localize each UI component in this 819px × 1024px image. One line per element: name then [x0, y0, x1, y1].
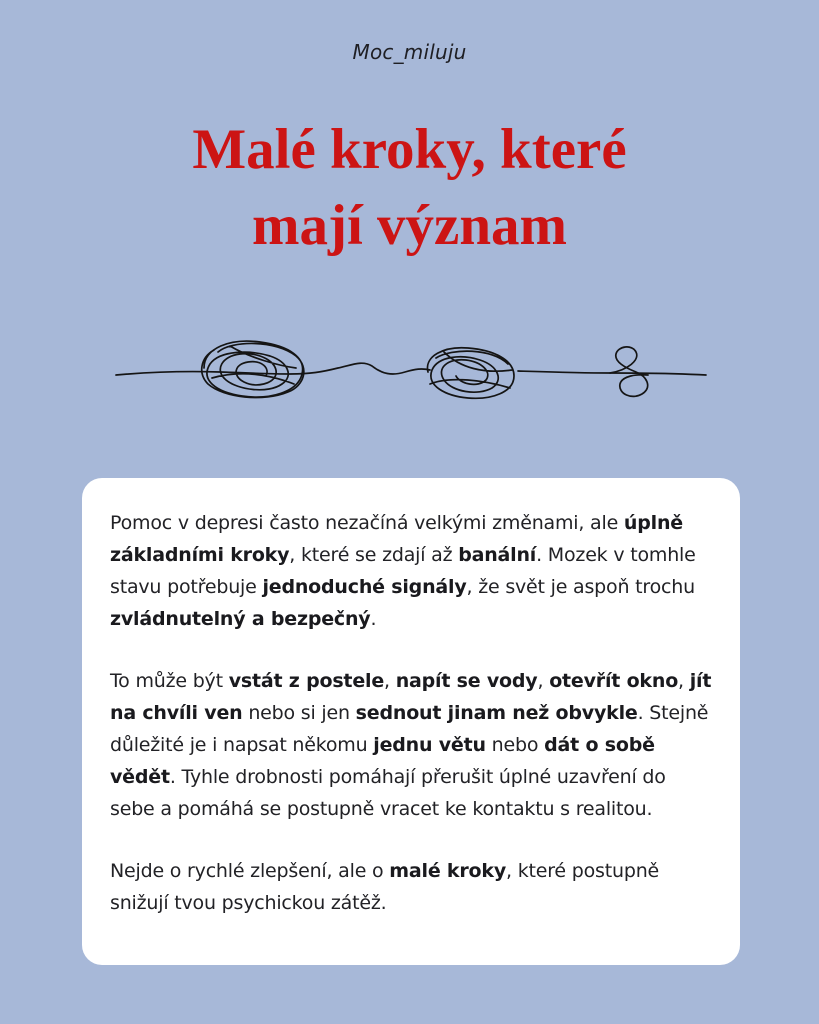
tangle-left [202, 341, 304, 397]
emphasized-text: napít se vody [395, 670, 538, 692]
tangled-line-illustration [100, 322, 720, 412]
paragraph-3 [110, 855, 712, 919]
emphasized-text: vstát z postele [228, 670, 385, 692]
emphasized-text: malé kroky [389, 860, 507, 882]
emphasized-text: otevřít okno [549, 670, 679, 692]
emphasized-text: jednu větu [373, 734, 486, 756]
body-text: . [370, 608, 377, 630]
body-text: . Stejně důležité je i napsat někomu [110, 702, 709, 756]
body-text: , které se zdají až [289, 544, 459, 566]
body-text: , [537, 670, 550, 692]
body-text: . Tyhle drobnosti pomáhají přerušit úplné uzavření do sebe a pomáhá se postupně vracet ke kontaktu s realitou. [110, 766, 666, 820]
tangle-middle [427, 348, 514, 399]
body-text: . Mozek v tomhle stavu potřebuje [110, 544, 696, 598]
body-text: nebo [485, 734, 545, 756]
emphasized-text: sednout jinam než obvykle [355, 702, 638, 724]
emphasized-text: zvládnutelný a bezpečný [110, 608, 371, 630]
account-handle: Moc_miluju [352, 40, 467, 64]
body-text: , [678, 670, 690, 692]
emphasized-text: jít na chvíli ven [110, 670, 712, 724]
title-line-2: mají význam [251, 194, 568, 257]
body-text: nebo si jen [242, 702, 356, 724]
emphasized-text: jednoduché signály [262, 576, 467, 598]
emphasized-text: banální [458, 544, 537, 566]
title-line-1: Malé kroky, které [192, 118, 627, 181]
content-card [82, 478, 740, 965]
paragraph-2 [110, 665, 712, 825]
body-text: , že svět je aspoň trochu [466, 576, 695, 598]
page-title [60, 112, 759, 264]
body-text: To může být [110, 670, 229, 692]
emphasized-text: dát o sobě vědět [110, 734, 655, 788]
paragraph-1 [110, 507, 712, 635]
body-text: Nejde o rychlé zlepšení, ale o [110, 860, 390, 882]
tangle-small [610, 347, 648, 396]
body-text: , [384, 670, 396, 692]
body-text: Pomoc v depresi často nezačíná velkými změnami, ale [110, 512, 624, 534]
body-text: , které postupně snižují tvou psychickou zátěž. [110, 860, 660, 914]
emphasized-text: úplně základními kroky [110, 512, 683, 566]
